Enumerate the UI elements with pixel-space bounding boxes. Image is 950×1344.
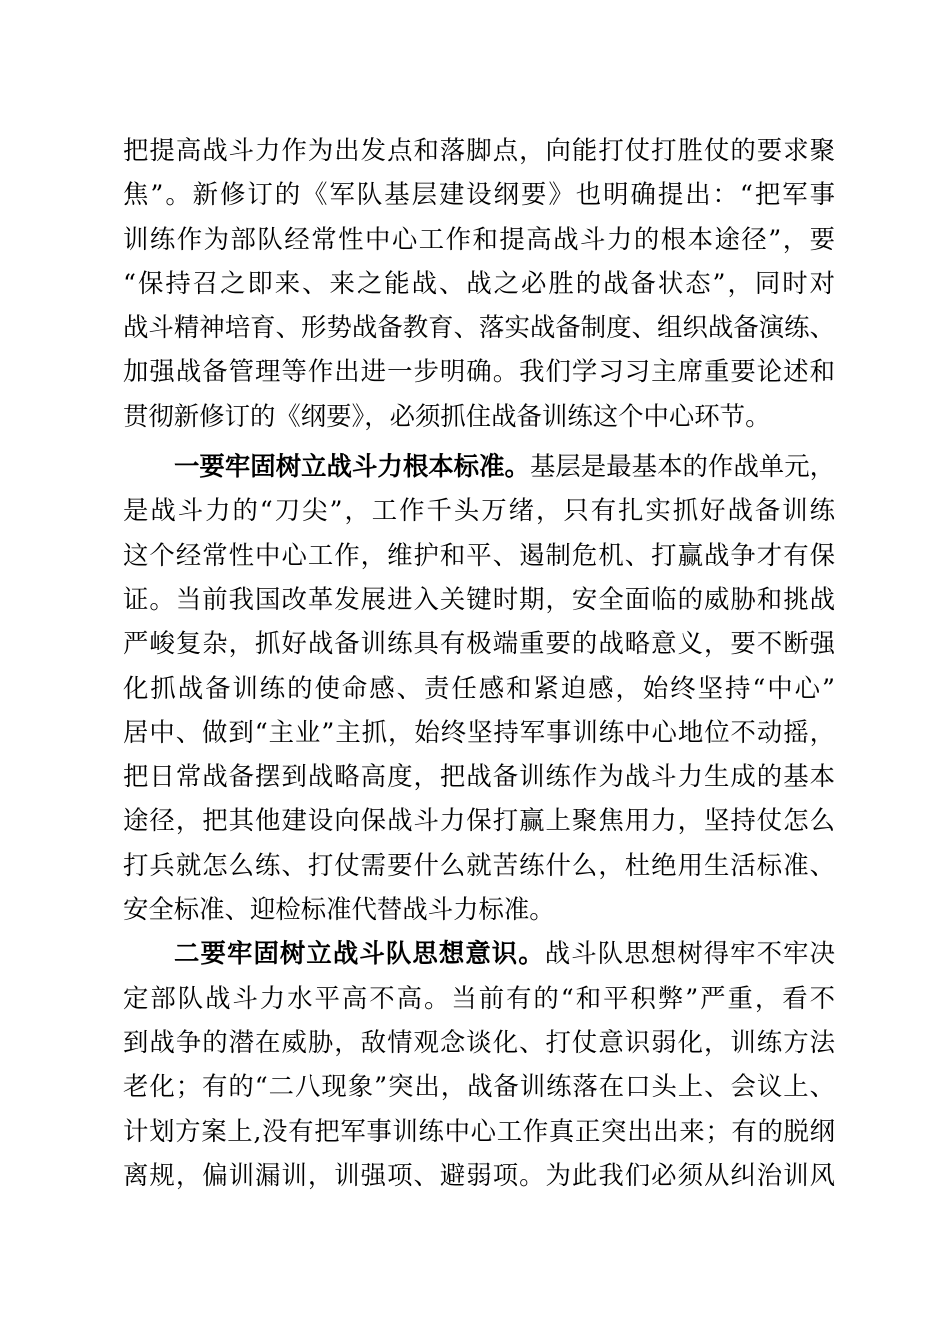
text-line: 化抓战备训练的使命感、责任感和紧迫感，始终坚持“中心” — [123, 672, 835, 703]
text-segment: 基层是最基本的作战单元， — [529, 451, 836, 482]
paragraph-heading: 二要牢固树立战斗队思想意识。 — [174, 938, 545, 969]
text-line: 这个经常性中心工作，维护和平、遏制危机、打赢战争才有保 — [123, 539, 835, 570]
text-line: 贯彻新修订的《纲要》，必须抓住战备训练这个中心环节。 — [123, 400, 771, 431]
paragraph-heading: 一要牢固树立战斗力根本标准。 — [174, 451, 530, 482]
text-line: 把日常战备摆到战略高度，把战备训练作为战斗力生成的基本 — [123, 761, 835, 792]
document-body — [123, 128, 835, 1197]
text-line: 定部队战斗力水平高不高。当前有的“和平积弊”严重，看不 — [123, 982, 835, 1013]
paragraph-2 — [123, 444, 835, 931]
text-line: 途径，把其他建设向保战斗力保打赢上聚焦用力，坚持仗怎么 — [123, 805, 835, 836]
paragraph-first-line — [123, 444, 835, 488]
text-line: 证。当前我国改革发展进入关键时期，安全面临的威胁和挑战 — [123, 583, 835, 614]
text-segment: 战斗队思想树得牢不牢决 — [544, 938, 836, 969]
text-line: 离规，偏训漏训，训强项、避弱项。为此我们必须从纠治训风 — [123, 1159, 835, 1190]
text-line: 训练作为部队经常性中心工作和提高战斗力的根本途径”，要 — [123, 223, 835, 254]
text-line: “保持召之即来、来之能战、战之必胜的战备状态”，同时对 — [123, 267, 835, 298]
text-line: 严峻复杂，抓好战备训练具有极端重要的战略意义，要不断强 — [123, 628, 835, 659]
paragraph-3 — [123, 931, 835, 1197]
text-line: 把提高战斗力作为出发点和落脚点，向能打仗打胜仗的要求聚 — [123, 135, 835, 165]
paragraph-1 — [123, 128, 835, 438]
text-line: 老化；有的“二八现象”突出，战备训练落在口头上、会议上、 — [123, 1071, 835, 1102]
text-line: 安全标准、迎检标准代替战斗力标准。 — [123, 894, 555, 925]
text-line: 打兵就怎么练、打仗需要什么就苦练什么，杜绝用生活标准、 — [123, 849, 835, 880]
text-line: 加强战备管理等作出进一步明确。我们学习习主席重要论述和 — [123, 356, 835, 387]
text-line: 是战斗力的“刀尖”，工作千头万绪，只有扎实抓好战备训练 — [123, 495, 835, 526]
text-line: 战斗精神培育、形势战备教育、落实战备制度、组织战备演练、 — [123, 312, 835, 343]
text-line: 居中、做到“主业”主抓，始终坚持军事训练中心地位不动摇， — [123, 716, 835, 747]
paragraph-first-line — [123, 931, 835, 975]
text-line: 到战争的潜在威胁，敌情观念谈化、打仗意识弱化，训练方法 — [123, 1026, 835, 1057]
text-line: 计划方案上,没有把军事训练中心工作真正突出出来；有的脱纲 — [123, 1115, 835, 1146]
text-line: 焦”。新修订的《军队基层建设纲要》也明确提出：“把军事 — [123, 179, 835, 210]
